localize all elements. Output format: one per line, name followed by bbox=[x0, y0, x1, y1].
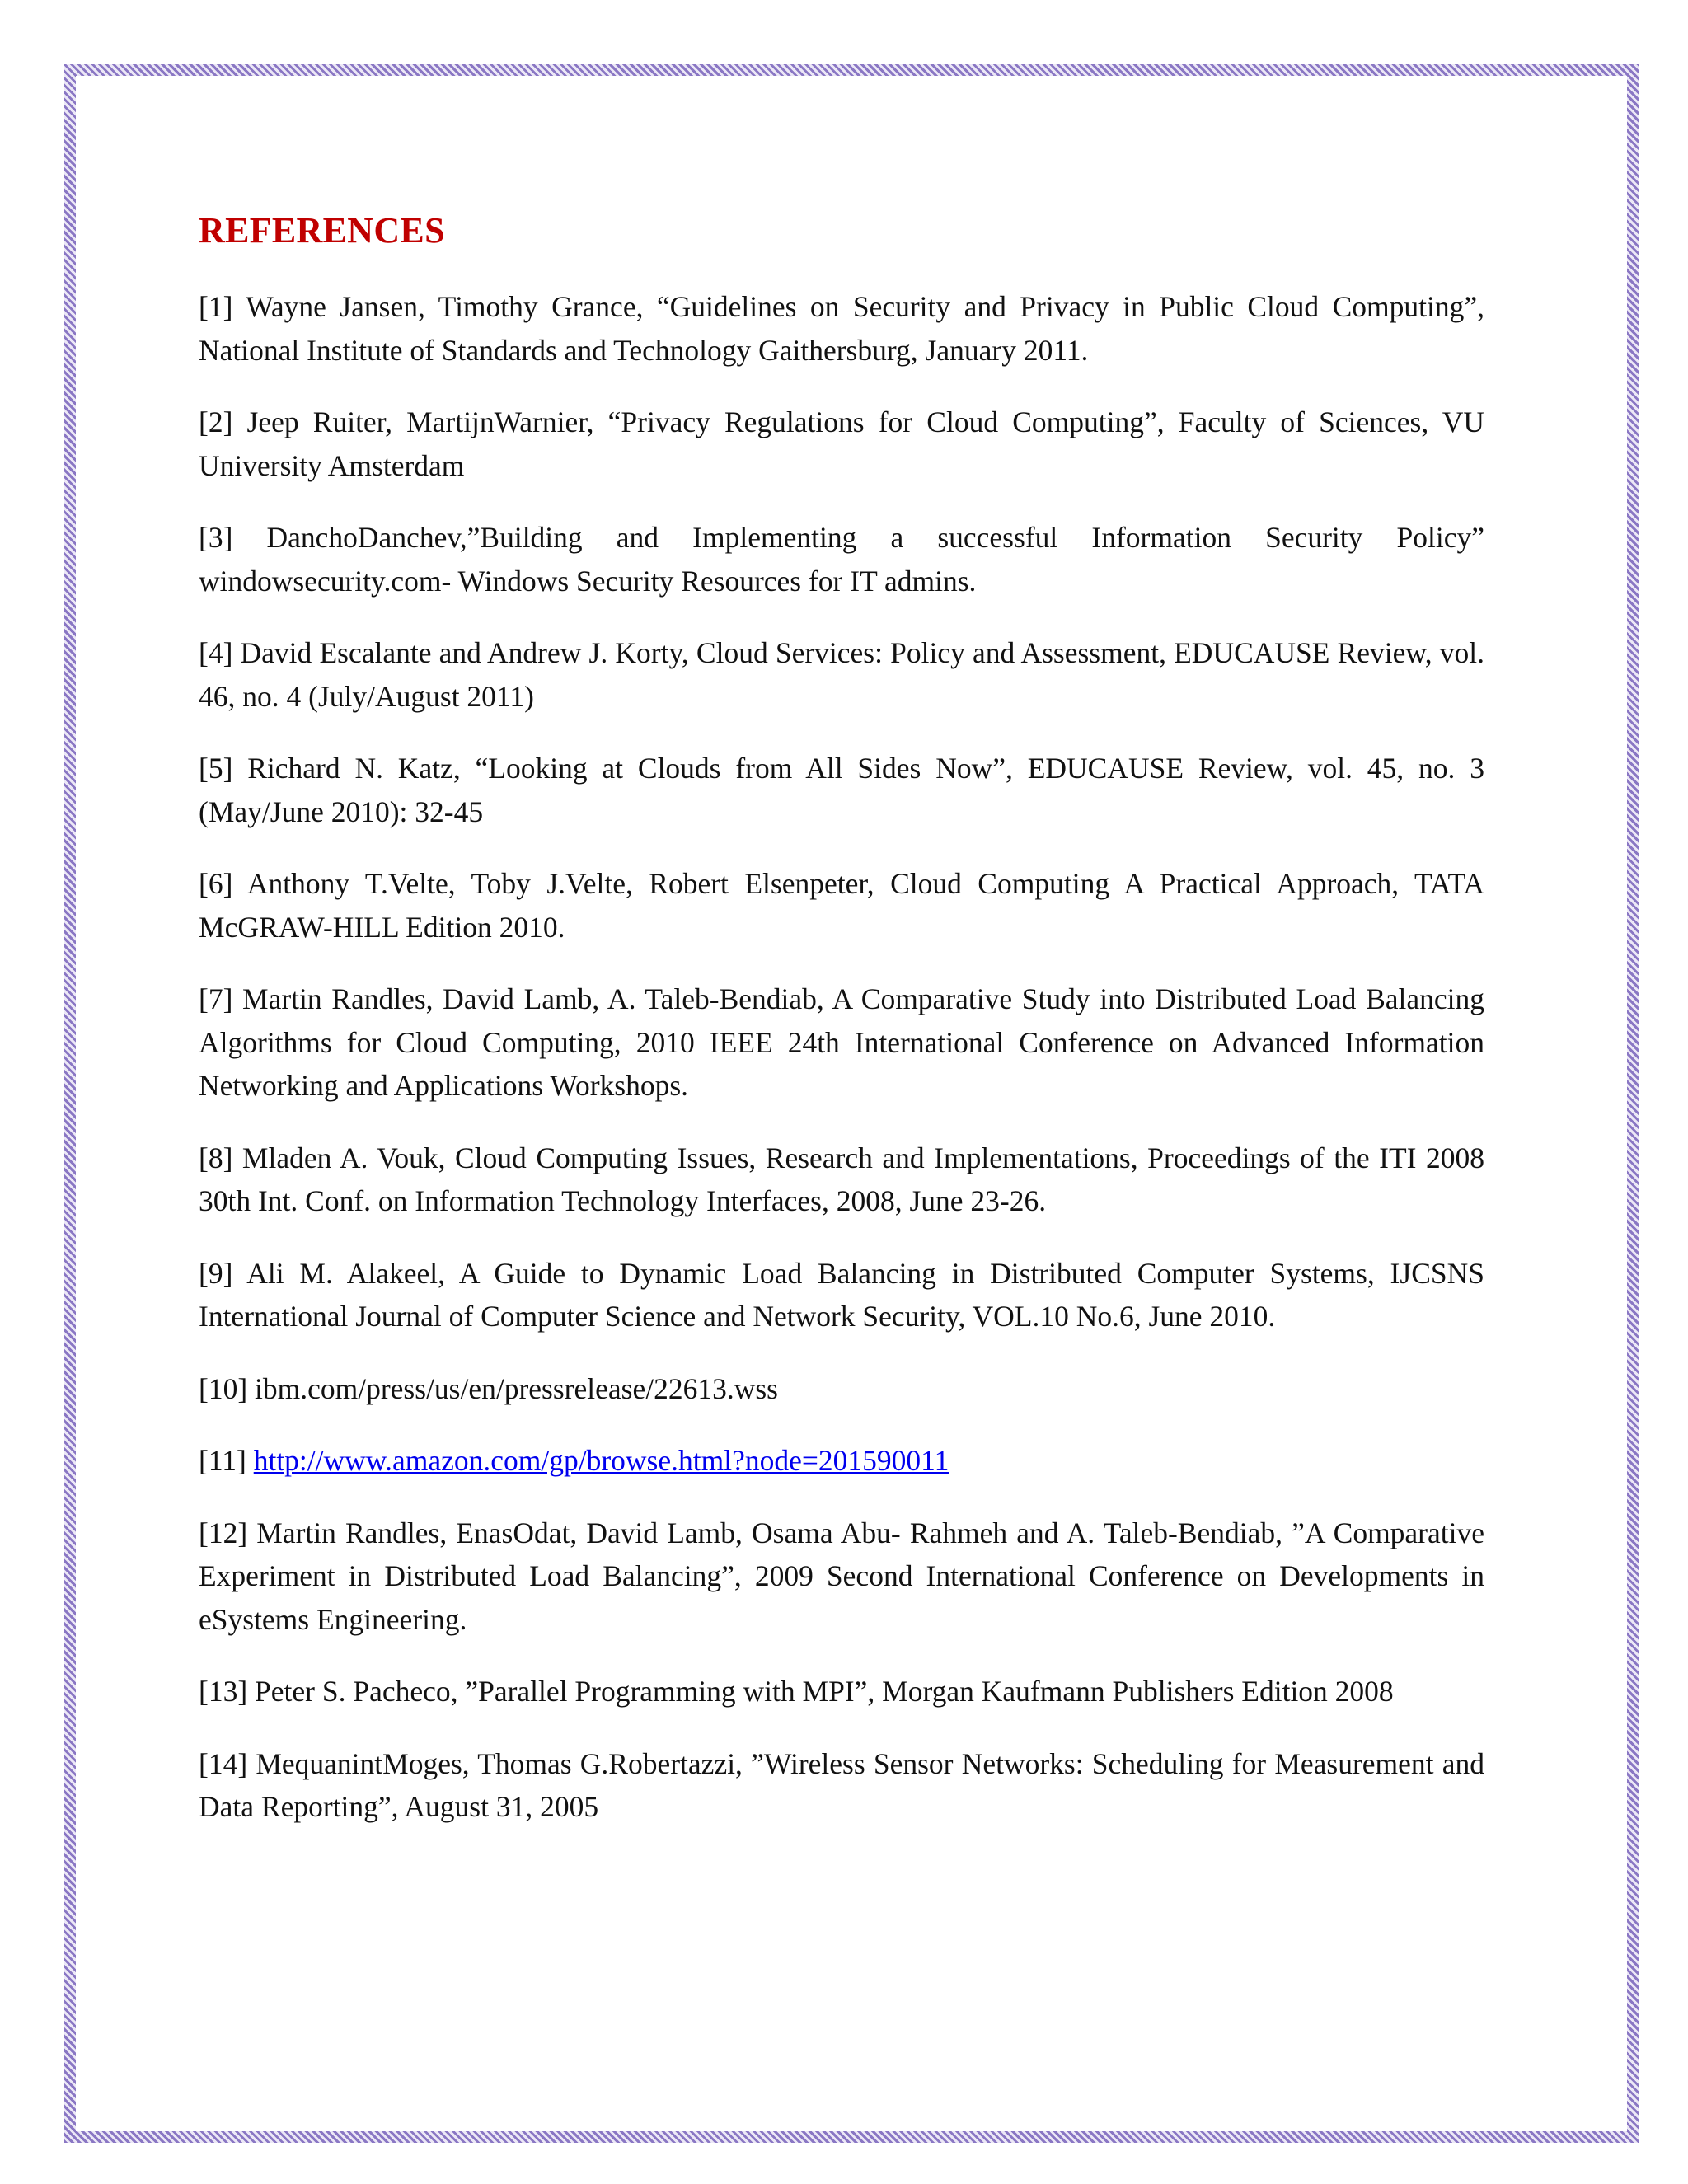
reference-item bbox=[199, 1439, 1484, 1483]
reference-item: [14] MequanintMoges, Thomas G.Robertazzi, ”Wireless Sensor Networks: Scheduling for Measurement and Data Reporting”, August 31, 2005 bbox=[199, 1746, 1484, 1823]
reference-list bbox=[199, 285, 1484, 1829]
reference-item: [4] David Escalante and Andrew J. Korty, Cloud Services: Policy and Assessment, EDUCAUSE Review, vol. 46, no. 4 (July/August 2011) bbox=[199, 636, 1484, 713]
reference-item: [6] Anthony T.Velte, Toby J.Velte, Robert Elsenpeter, Cloud Computing A Practical Approach, TATA McGRAW-HILL Edition 2010. bbox=[199, 867, 1484, 944]
reference-item: [5] Richard N. Katz, “Looking at Clouds from All Sides Now”, EDUCAUSE Review, vol. 45, no. 3 (May/June 2010): 32-45 bbox=[199, 752, 1484, 828]
reference-item: [1] Wayne Jansen, Timothy Grance, “Guidelines on Security and Privacy in Public Cloud Computing”, National Institute of Standards and Technology Gaithersburg, January 2011. bbox=[199, 290, 1484, 367]
references-heading: REFERENCES bbox=[199, 210, 445, 251]
reference-item: [3] DanchoDanchev,”Building and Implementing a successful Information Security Policy” windowsecurity.com- Windows Security Resources for IT admins. bbox=[199, 521, 1484, 598]
document-body bbox=[199, 201, 1484, 1858]
reference-item: [9] Ali M. Alakeel, A Guide to Dynamic Load Balancing in Distributed Computer Systems, IJCSNS International Journal of Computer Science and Network Security, VOL.10 No.6, June 2010. bbox=[199, 1256, 1484, 1333]
reference-item: [10] ibm.com/press/us/en/pressrelease/22613.wss bbox=[199, 1371, 778, 1405]
reference-item: [13] Peter S. Pacheco, ”Parallel Programming with MPI”, Morgan Kaufmann Publishers Edition 2008 bbox=[199, 1675, 1394, 1708]
reference-item: [8] Mladen A. Vouk, Cloud Computing Issues, Research and Implementations, Proceedings of the ITI 2008 30th Int. Conf. on Information Technology Interfaces, 2008, June 23-26. bbox=[199, 1141, 1484, 1217]
reference-number: [11] bbox=[199, 1444, 254, 1477]
reference-item: [12] Martin Randles, EnasOdat, David Lamb, Osama Abu- Rahmeh and A. Taleb-Bendiab, ”A Comparative Experiment in Distributed Load Balancing”, 2009 Second International Conference on Developments in eSystems Engineering. bbox=[199, 1516, 1484, 1636]
reference-item: [7] Martin Randles, David Lamb, A. Taleb-Bendiab, A Comparative Study into Distributed Load Balancing Algorithms for Cloud Computing, 2010 IEEE 24th International Conference on Advanced Information Networking and Applications Workshops. bbox=[199, 982, 1484, 1102]
reference-item: [2] Jeep Ruiter, MartijnWarnier, “Privacy Regulations for Cloud Computing”, Faculty of Sciences, VU University Amsterdam bbox=[199, 405, 1484, 482]
amazon-link[interactable]: http://www.amazon.com/gp/browse.html?node=201590011 bbox=[253, 1444, 950, 1477]
